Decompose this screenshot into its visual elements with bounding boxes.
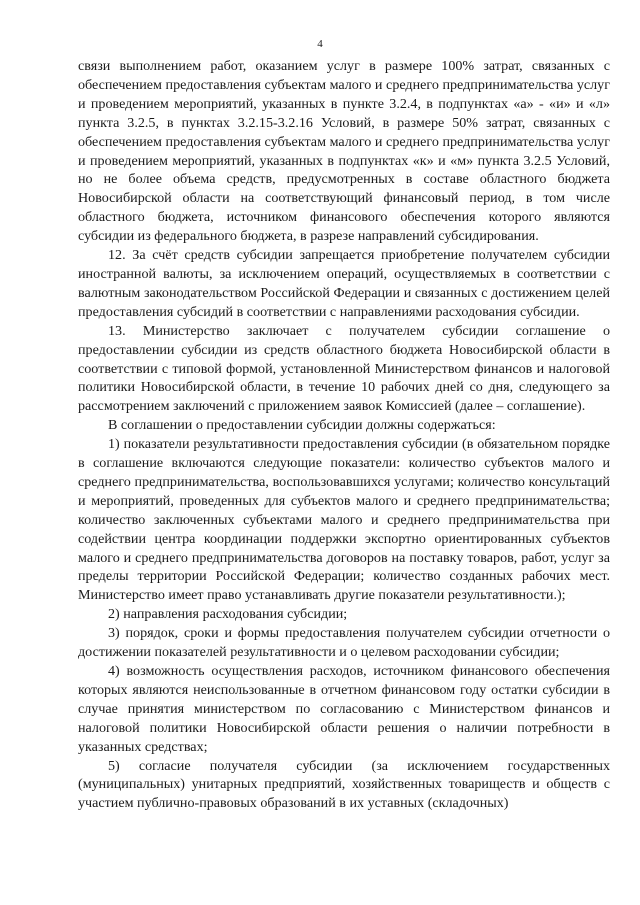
- page-number: 4: [317, 38, 323, 50]
- list-item-4: 4) возможность осуществления расходов, источником финансового обеспечения которых являются неиспользованные в отчетном финансовом году остатки субсидии в случае принятия министерством по согласованию с Министерством финансов и налоговой политики Новосибирской области решения о наличии потребности в указанных средствах;: [78, 663, 610, 755]
- list-item-5: 5) согласие получателя субсидии (за исключением государственных (муниципальных) унитарных предприятий, хозяйственных товариществ и обществ с участием публично-правовых образований в их уставных (складочных): [78, 757, 610, 812]
- document-body: [78, 57, 610, 813]
- list-item-3: 3) порядок, сроки и формы предоставления получателем субсидии отчетности о достижении показателей результативности и о целевом расходовании субсидии;: [78, 625, 610, 661]
- paragraph-continuation: связи выполнением работ, оказанием услуг в размере 100% затрат, связанных с обеспечением предоставления субъектам малого и среднего предпринимательства услуг и проведением мероприятий, указанных в пункте 3.2.4, в подпунктах «а» - «и» и «л» пункта 3.2.5, в пунктах 3.2.15-3.2.16 Условий, в размере 50% затрат, связанных с обеспечением предоставления субъектам малого и среднего предпринимательства услуг и проведением мероприятий, указанных в подпунктах «к» и «м» пункта 3.2.5 Условий, но не более объема средств, предусмотренных в составе областного бюджета Новосибирской области на соответствующий финансовый период, в том числе областного бюджета, источником финансового обеспечения которого являются субсидии из федерального бюджета, в разрезе направлений субсидирования.: [78, 58, 610, 245]
- list-item-2: 2) направления расходования субсидии;: [108, 606, 348, 623]
- paragraph-agreement-intro: В соглашении о предоставлении субсидии должны содержаться:: [108, 417, 496, 434]
- paragraph-13: 13. Министерство заключает с получателем субсидии соглашение о предоставлении субсидии из средств областного бюджета Новосибирской области в соответствии с типовой формой, установленной Министерством финансов и налоговой политики Новосибирской области, в течение 10 рабочих дней со дня, следующего за рассмотрением заключений с приложением заявок Комиссией (далее – соглашение).: [78, 322, 610, 415]
- paragraph-12: 12. За счёт средств субсидии запрещается приобретение получателем субсидии иностранной валюты, за исключением операций, осуществляемых в соответствии с валютным законодательством Российской Федерации и связанных с достижением целей предоставления субсидий в соответствии с направлениями расходования субсидии.: [78, 247, 610, 320]
- list-item-1: 1) показатели результативности предоставления субсидии (в обязательном порядке в соглашение включаются следующие показатели: количество субъектов малого и среднего предпринимательства, воспользовавшихся услугами; количество консультаций и мероприятий, проведенных для субъектов малого и среднего предпринимательства; количество заключенных субъектами малого и среднего предпринимательства при содействии центра координации поддержки экспортно ориентированных субъектов малого и среднего предпринимательства договоров на поставку товаров, работ, услуг за пределы территории Российской Федерации; количество созданных рабочих мест. Министерство имеет право устанавливать другие показатели результативности.);: [78, 436, 610, 604]
